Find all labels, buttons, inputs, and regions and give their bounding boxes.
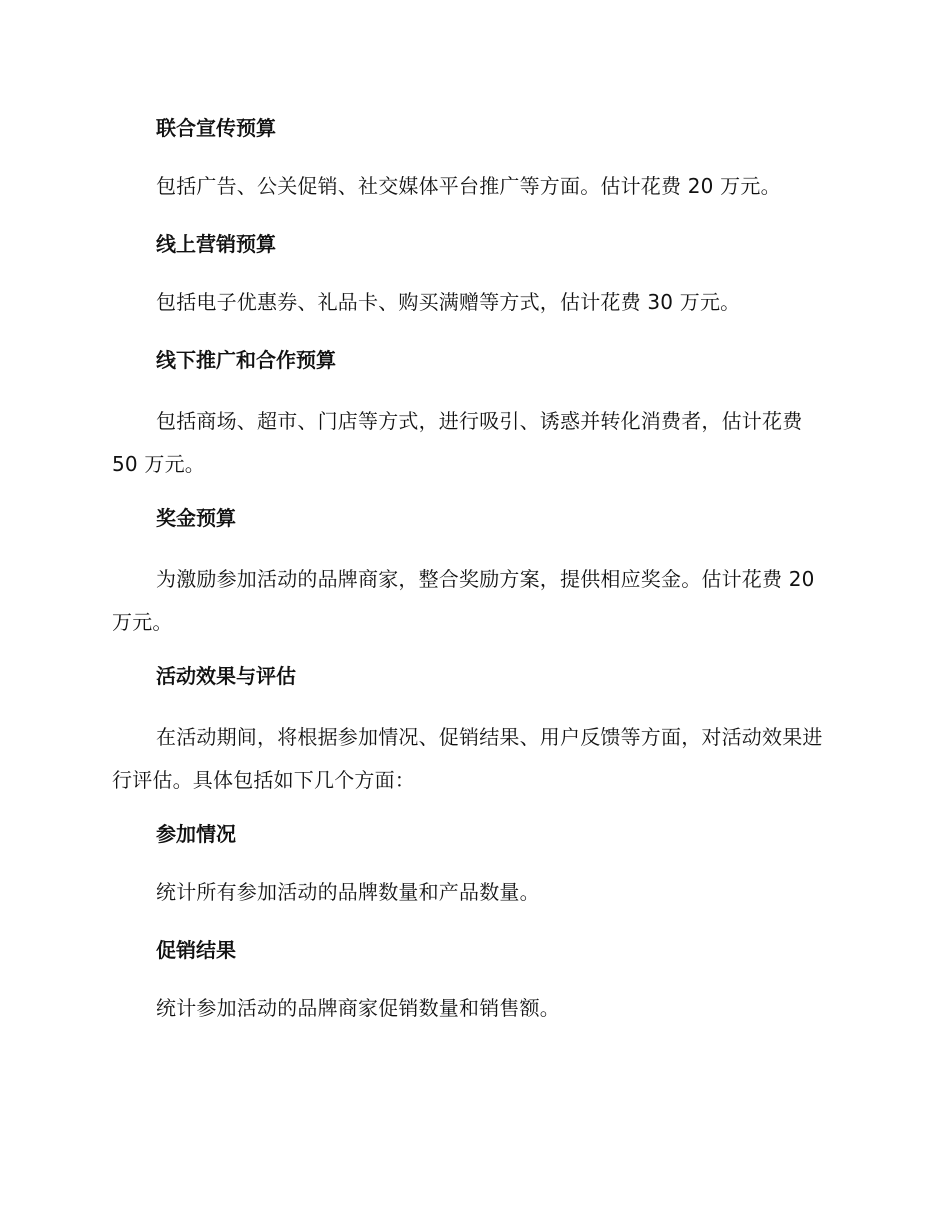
section-heading-activity-effect-evaluation: 活动效果与评估 [156, 664, 296, 688]
section-heading-online-marketing-budget: 线上营销预算 [156, 232, 276, 256]
section-heading-offline-promotion-budget: 线下推广和合作预算 [156, 348, 336, 372]
section-paragraph-activity-effect-evaluation: 在活动期间，将根据参加情况、促销结果、用户反馈等方面，对活动效果进行评估。具体包括如下几个方面： [112, 725, 823, 792]
section-heading-joint-promotion-budget: 联合宣传预算 [156, 116, 276, 140]
section-paragraph-promotion-results: 统计参加活动的品牌商家促销数量和销售额。 [156, 996, 560, 1020]
section-paragraph-bonus-budget: 为激励参加活动的品牌商家，整合奖励方案，提供相应奖金。估计花费 20 万元。 [112, 567, 815, 634]
section-paragraph-offline-promotion-budget: 包括商场、超市、门店等方式，进行吸引、诱惑并转化消费者，估计花费 50 万元。 [112, 409, 803, 476]
section-paragraph-participation: 统计所有参加活动的品牌数量和产品数量。 [156, 880, 540, 904]
section-heading-participation: 参加情况 [156, 822, 236, 846]
section-heading-promotion-results: 促销结果 [156, 938, 236, 962]
section-paragraph-joint-promotion-budget: 包括广告、公关促销、社交媒体平台推广等方面。估计花费 20 万元。 [156, 174, 781, 198]
section-heading-bonus-budget: 奖金预算 [156, 506, 236, 530]
section-paragraph-online-marketing-budget: 包括电子优惠券、礼品卡、购买满赠等方式，估计花费 30 万元。 [156, 290, 741, 314]
document-body [112, 110, 832, 1048]
